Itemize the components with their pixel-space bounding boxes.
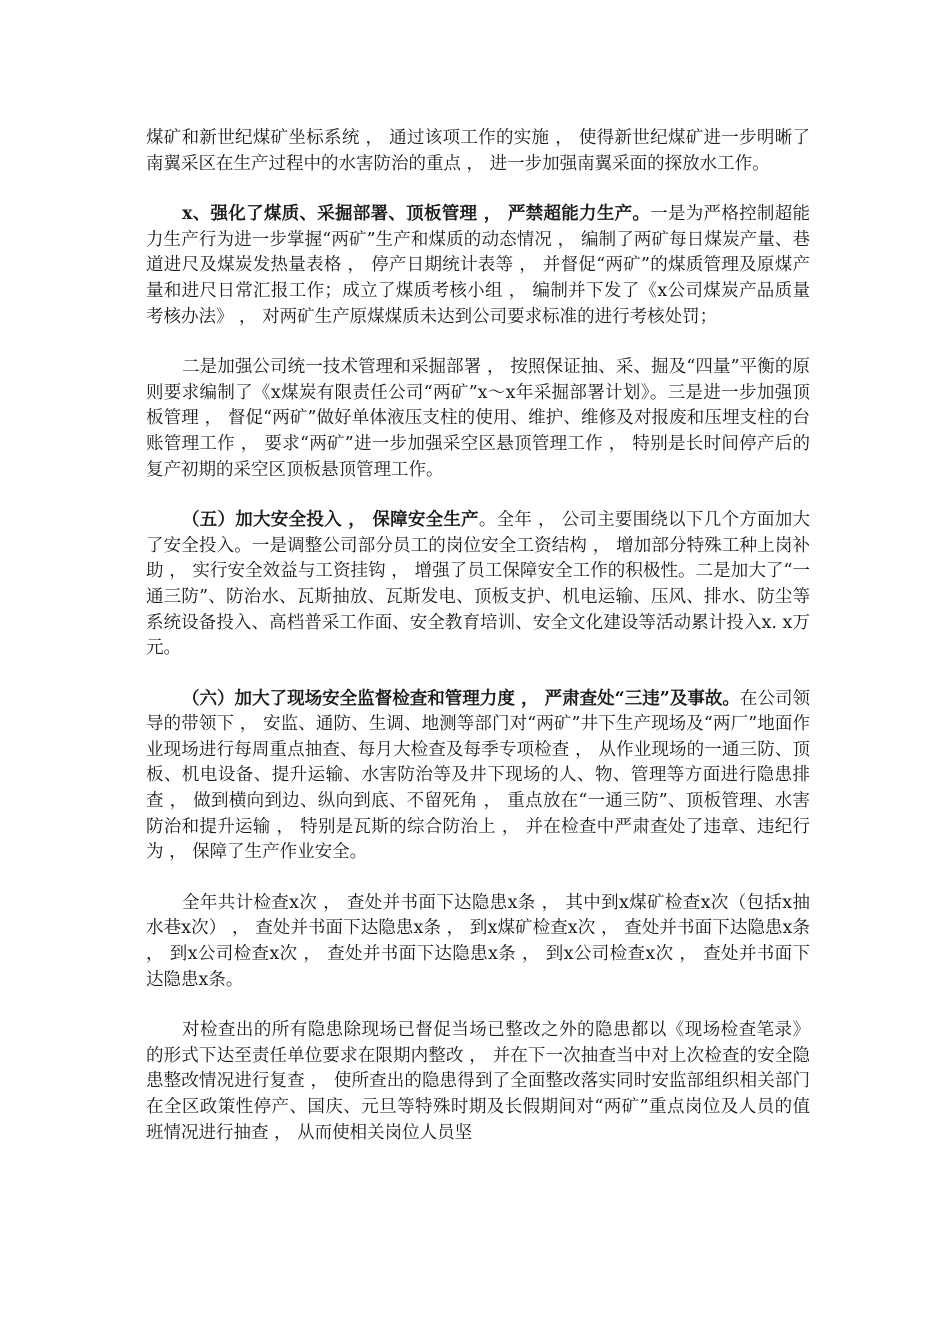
paragraph-2-text: 一是为严格控制超能力生产行为进一步掌握“两矿”生产和煤质的动态情况 ， 编制了两矿每日煤炭产量、巷道进尺及煤炭发热量表格 ， 停产日期统计表等 ， 并督促“两矿”的煤质管理及原煤产量和进尺日常汇报工作；成立了煤质考核小组 ， 编制并下发了《x公司煤炭产品质量考核办法》 ， 对两矿生产原煤煤质未达到公司要求标准的进行考核处罚； [146,204,810,327]
paragraph-3 [146,355,810,483]
paragraph-2-lead: x、强化了煤质、采掘部署、顶板管理 ， 严禁超能力生产。 [182,204,651,225]
paragraph-3-text: 二是加强公司统一技术管理和采掘部署 ， 按照保证抽、采、掘及“四量”平衡的原则要求编制了《x煤炭有限责任公司“两矿”x～x年采掘部署计划》。三是进一步加强顶板管理 ， 督促“两矿”做好单体液压支柱的使用、维护、维修及对报废和压埋支柱的台账管理工作 ， 要求“两矿”进一步加强采空区悬顶管理工作 ， 特别是长时间停产后的复产初期的采空区顶板悬顶管理工作。 [146,357,810,480]
paragraph-1 [146,126,810,177]
paragraph-2 [146,202,810,330]
paragraph-6 [146,891,810,993]
paragraph-4-text: 。全年 ， 公司主要围绕以下几个方面加大了安全投入。一是调整公司部分员工的岗位安全工资结构 ， 增加部分特殊工种上岗补助 ， 实行安全效益与工资挂钩 ， 增强了员工保障安全工作的积极性。二是加大了“一通三防”、防治水、瓦斯抽放、瓦斯发电、顶板支护、机电运输、压风、排水、防尘等系统设备投入、高档普采工作面、安全教育培训、安全文化建设等活动累计投入x. x万元。 [146,510,811,659]
paragraph-4 [146,508,810,662]
document-page [146,126,810,1171]
paragraph-5-text: 在公司领导的带领下 ， 安监、通防、生调、地测等部门对“两矿”井下生产现场及“两厂”地面作业现场进行每周重点抽查、每月大检查及每季专项检查 ， 从作业现场的一通三防、顶板、机电设备、提升运输、水害防治等及井下现场的人、物、管理等方面进行隐患排查 ， 做到横向到边、纵向到底、不留死角 ， 重点放在“一通三防”、顶板管理、水害防治和提升运输 ， 特别是瓦斯的综合防治上 ， 并在检查中严肃查处了违章、违纪行为 ， 保障了生产作业安全。 [146,688,810,863]
paragraph-5 [146,687,810,866]
paragraph-1-text: 煤矿和新世纪煤矿坐标系统 ， 通过该项工作的实施 ， 使得新世纪煤矿进一步明晰了南翼采区在生产过程中的水害防治的重点 ， 进一步加强南翼采面的探放水工作。 [146,128,810,174]
paragraph-4-lead: （五）加大安全投入 ， 保障安全生产 [182,510,479,531]
paragraph-7-text: 对检查出的所有隐患除现场已督促当场已整改之外的隐患都以《现场检查笔录》的形式下达至责任单位要求在限期内整改 ， 并在下一次抽查当中对上次检查的安全隐患整改情况进行复查 ， 使所查出的隐患得到了全面整改落实同时安监部组织相关部门在全区政策性停产、国庆、元旦等特殊时期及长假期间对“两矿”重点岗位及人员的值班情况进行抽查 ， 从而使相关岗位人员坚 [146,1020,810,1143]
paragraph-7 [146,1018,810,1146]
paragraph-6-text: 全年共计检查x次 ， 查处并书面下达隐患x条 ， 其中到x煤矿检查x次（包括x抽水巷x次） ， 查处并书面下达隐患x条 ， 到x煤矿检查x次 ， 查处并书面下达隐患x条 ， 到x公司检查x次 ， 查处并书面下达隐患x条 ， 到x公司检查x次 ， 查处并书面下达隐患x条。 [146,892,810,990]
paragraph-5-lead: （六）加大了现场安全监督检查和管理力度 ， 严肃查处“三违”及事故。 [182,688,740,709]
